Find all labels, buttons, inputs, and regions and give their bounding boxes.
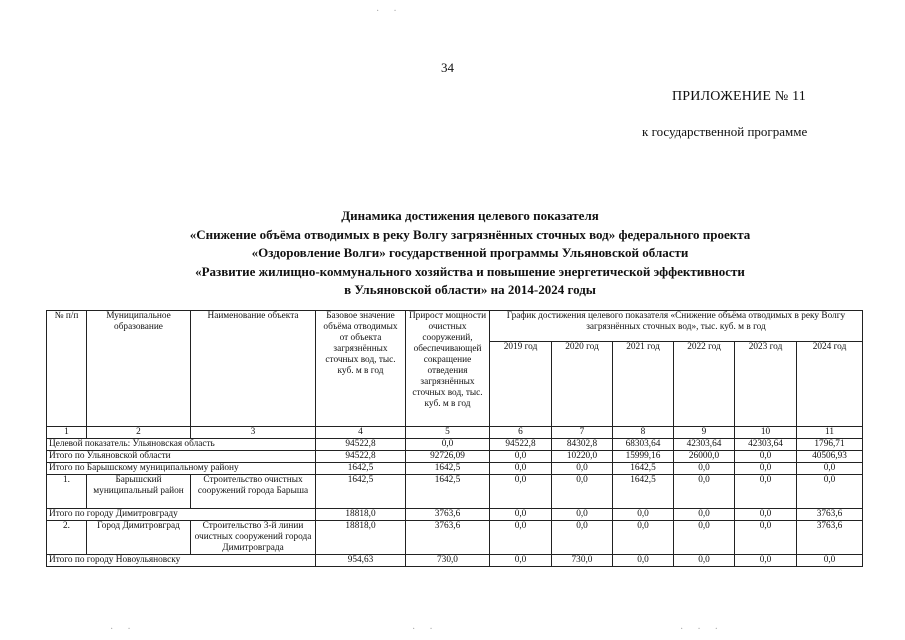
cell-value: 94522,8 [490,439,552,451]
cell-value: 0,0 [735,521,797,555]
cell-value: 42303,64 [674,439,735,451]
cell-value: 3763,6 [797,509,863,521]
header-year: 2019 год [490,342,552,427]
cell-value: 0,0 [735,475,797,509]
cell-value: 0,0 [735,555,797,567]
cell-value: 1642,5 [613,475,674,509]
column-number: 3 [191,427,316,439]
target-indicator-table [46,310,863,567]
column-number: 1 [47,427,87,439]
cell-value: 0,0 [552,475,613,509]
cell-value: 18818,0 [316,509,406,521]
cell-value: 954,63 [316,555,406,567]
row-label: Итого по городу Димитровграду [47,509,316,521]
cell-value: 0,0 [735,451,797,463]
scan-artifact: · · · [680,624,721,635]
column-number: 6 [490,427,552,439]
appendix-label: ПРИЛОЖЕНИЕ № 11 [672,89,806,104]
row-number: 1. [47,475,87,509]
column-number: 4 [316,427,406,439]
cell-value: 0,0 [735,463,797,475]
cell-value: 0,0 [490,451,552,463]
cell-value: 0,0 [735,509,797,521]
cell-value: 0,0 [613,555,674,567]
cell-value: 0,0 [406,439,490,451]
cell-value: 26000,0 [674,451,735,463]
cell-value: 0,0 [797,475,863,509]
header-capacity-increase: Прирост мощности очистных сооружений, обеспечивающей сокращение отведения загрязнённых сточных вод, тыс. куб. м в год [406,311,490,427]
cell-value: 0,0 [490,463,552,475]
column-number: 9 [674,427,735,439]
cell-value: 0,0 [613,509,674,521]
cell-value: 94522,8 [316,451,406,463]
cell-value: 3763,6 [797,521,863,555]
cell-value: 42303,64 [735,439,797,451]
cell-value: 84302,8 [552,439,613,451]
scan-artifact: · · [376,6,400,17]
scan-artifact: · · [412,624,436,635]
cell-value: 94522,8 [316,439,406,451]
cell-value: 0,0 [552,463,613,475]
cell-value: 1642,5 [613,463,674,475]
cell-value: 0,0 [797,555,863,567]
cell-value: 0,0 [797,463,863,475]
row-number: 2. [47,521,87,555]
cell-value: 3763,6 [406,521,490,555]
row-label: Итого по Барышскому муниципальному району [47,463,316,475]
title-line: «Оздоровление Волги» государственной программы Ульяновской области [251,245,689,260]
cell-value: 0,0 [674,509,735,521]
header-base-value: Базовое значение объёма отводимых от объекта загрязнённых сточных вод, тыс. куб. м в год [316,311,406,427]
column-number-row [47,427,863,439]
object-name: Строительство очистных сооружений города Барыша [191,475,316,509]
title-line: Динамика достижения целевого показателя [341,208,599,223]
row-label: Итого по городу Новоульяновску [47,555,316,567]
cell-value: 10220,0 [552,451,613,463]
column-number: 5 [406,427,490,439]
column-number: 11 [797,427,863,439]
title-line: «Снижение объёма отводимых в реку Волгу загрязнённых сточных вод» федерального проекта [189,226,751,242]
header-year: 2022 год [674,342,735,427]
cell-value: 1642,5 [316,463,406,475]
cell-value: 3763,6 [406,509,490,521]
table-row [47,475,863,509]
cell-value: 15999,16 [613,451,674,463]
cell-value: 18818,0 [316,521,406,555]
cell-value: 68303,64 [613,439,674,451]
cell-value: 0,0 [552,521,613,555]
cell-value: 0,0 [552,509,613,521]
program-label: к государственной программе [642,124,808,139]
cell-value: 1642,5 [316,475,406,509]
cell-value: 92726,09 [406,451,490,463]
table-row [47,451,863,463]
cell-value: 1642,5 [406,463,490,475]
header-schedule: График достижения целевого показателя «Снижение объёма отводимых в реку Волгу загрязнённых сточных вод», тыс. куб. м в год [490,311,863,342]
cell-value: 1642,5 [406,475,490,509]
column-number: 10 [735,427,797,439]
cell-value: 0,0 [674,475,735,509]
column-number: 8 [613,427,674,439]
table-row [47,439,863,451]
cell-value: 0,0 [674,463,735,475]
cell-value: 0,0 [490,521,552,555]
cell-value: 0,0 [674,555,735,567]
table-row [47,463,863,475]
title-line: в Ульяновской области» на 2014-2024 годы [344,282,596,297]
cell-value: 0,0 [490,509,552,521]
cell-value: 1796,71 [797,439,863,451]
header-municipality: Муниципальное образование [87,311,191,427]
table-row [47,555,863,567]
municipality-name: Барышский муниципальный район [87,475,191,509]
row-label: Целевой показатель: Ульяновская область [47,439,316,451]
scan-artifact: · · [110,624,134,635]
cell-value: 0,0 [490,475,552,509]
cell-value: 0,0 [613,521,674,555]
header-year: 2020 год [552,342,613,427]
header-object: Наименование объекта [191,311,316,427]
cell-value: 0,0 [674,521,735,555]
header-year: 2023 год [735,342,797,427]
cell-value: 0,0 [490,555,552,567]
document-title [60,207,880,300]
table-row [47,521,863,555]
cell-value: 40506,93 [797,451,863,463]
municipality-name: Город Димитровград [87,521,191,555]
row-label: Итого по Ульяновской области [47,451,316,463]
page-number: 34 [441,60,454,75]
title-line: «Развитие жилищно-коммунального хозяйства и повышение энергетической эффективности [195,263,745,279]
header-year: 2024 год [797,342,863,427]
header-num: № п/п [47,311,87,427]
table-row [47,509,863,521]
object-name: Строительство 3-й линии очистных сооружений города Димитровграда [191,521,316,555]
column-number: 7 [552,427,613,439]
cell-value: 730,0 [406,555,490,567]
cell-value: 730,0 [552,555,613,567]
header-year: 2021 год [613,342,674,427]
column-number: 2 [87,427,191,439]
